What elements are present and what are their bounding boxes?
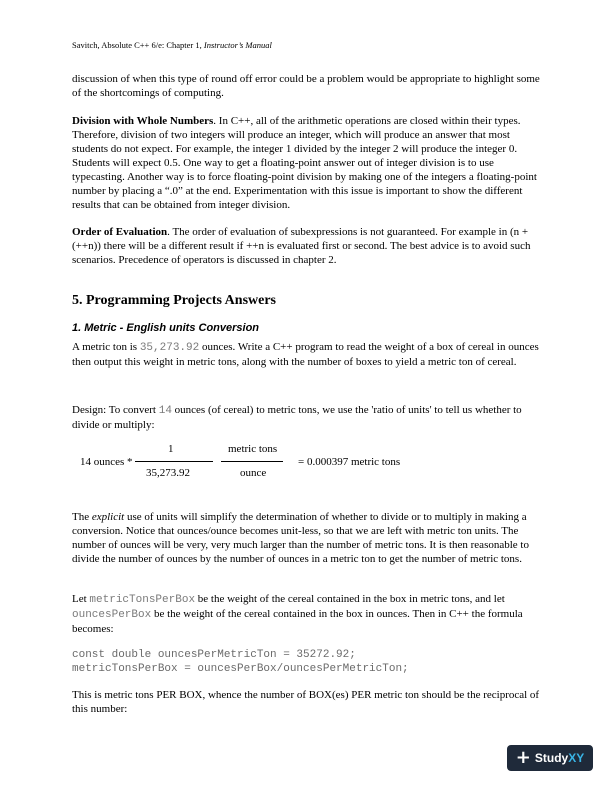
text-run: A metric ton is: [72, 341, 140, 353]
division-body: . In C++, all of the arithmetic operations are closed within their types. Therefore, division of two integers will produce an integer, which will produce an answer that most students do not expect. For example, the integer 1 divided by the integer 2 will produce the integer 0. Students will expect 0.5. One way to get a floating-point answer out of integer division is to use typecasting. Another way is to force floating-point division by making one of the integers a floating-point number by placing a “.0” at the end. Experimentation with this issue is important to show the different results that can be obtained from integer division.: [72, 115, 537, 211]
paragraph-reciprocal: This is metric tons PER BOX, whence the number of BOX(es) PER metric ton should be the reciprocal of this number:: [72, 689, 540, 715]
text-run: ounces (of cereal) to metric tons, we use the 'ratio of units' to tell us whether to divide or multiply:: [72, 404, 522, 431]
formula-lhs: 14 ounces *: [80, 456, 133, 468]
logo-word-study: Study: [534, 751, 569, 765]
header-italic: Instructor’s Manual: [203, 40, 272, 50]
code-inline-ounces: 35,273.92: [139, 342, 200, 354]
evaluation-body: . The order of evaluation of subexpressions is not guaranteed. For example in (n + (++n)) there will be a different result if ++n is evaluated first or second. The best advice is to avoid such scenarios. Precedence of operators is discussed in chapter 2.: [72, 226, 531, 266]
formula-result: = 0.000397 metric tons: [298, 456, 401, 468]
text-run: The: [72, 511, 92, 523]
plus-icon: +: [515, 747, 531, 768]
code-block: [72, 648, 409, 676]
code-inline-14: 14: [158, 405, 172, 417]
paragraph-roundoff: discussion of when this type of round off error could be a problem would be appropriate to highlight some of the shortcomings of computing.: [72, 73, 540, 99]
evaluation-heading: Order of Evaluation: [72, 226, 168, 238]
paragraph-metric-ton: [72, 340, 540, 369]
formula-denominator-1: 35,273.92: [146, 467, 190, 479]
code-line: metricTonsPerBox = ouncesPerBox/ouncesPerMetricTon;: [72, 663, 409, 675]
text-run: ounces. Write a C++ program to read the weight of a box of cereal in ounces then output this weight in metric tons, along with the number of boxes to yield a metric ton of cereal.: [72, 341, 539, 368]
paragraph-let: [72, 592, 540, 636]
formula-denominator-2: ounce: [240, 467, 267, 479]
emphasis-explicit: explicit: [91, 511, 125, 523]
fraction-bar-2: [221, 461, 283, 462]
paragraph-evaluation: [72, 225, 540, 267]
fraction-bar-1: [135, 461, 213, 462]
code-line: const double ouncesPerMetricTon = 35272.92;: [72, 649, 356, 661]
formula-numerator-2: metric tons: [228, 443, 278, 455]
text-run: use of units will simplify the determination of whether to divide or to multiply in making a conversion. Notice that ounces/ounce becomes unit-less, so that we are left with metric ton units. The number of ounces will be very, very much larger than the number of metric tons. It is then reasonable to divide the number of ounces by the number of ounces in a metric ton to get the number of metric tons.: [72, 511, 529, 565]
running-header: [72, 40, 272, 50]
text-run: Let: [72, 593, 90, 605]
paragraph-division: [72, 114, 540, 212]
code-inline-ouncesPerBox: ouncesPerBox: [72, 609, 152, 621]
code-inline-metricTonsPerBox: metricTonsPerBox: [89, 594, 196, 606]
subsection-title: 1. Metric - English units Conversion: [72, 322, 260, 334]
division-heading: Division with Whole Numbers: [72, 115, 214, 127]
paragraph-design: [72, 403, 540, 432]
text-run: Design: To convert: [72, 404, 159, 416]
studyxy-logo: [507, 745, 593, 771]
section-title: 5. Programming Projects Answers: [72, 293, 276, 308]
header-text: Savitch, Absolute C++ 6/e: Chapter 1,: [72, 40, 204, 50]
formula-numerator-1: 1: [168, 443, 174, 455]
text-run: be the weight of the cereal contained in the box in ounces. Then in C++ the formula becomes:: [72, 608, 523, 635]
paragraph-explicit: [72, 510, 540, 566]
logo-word-xy: XY: [568, 751, 585, 765]
text-run: be the weight of the cereal contained in the box in metric tons, and let: [195, 593, 505, 605]
